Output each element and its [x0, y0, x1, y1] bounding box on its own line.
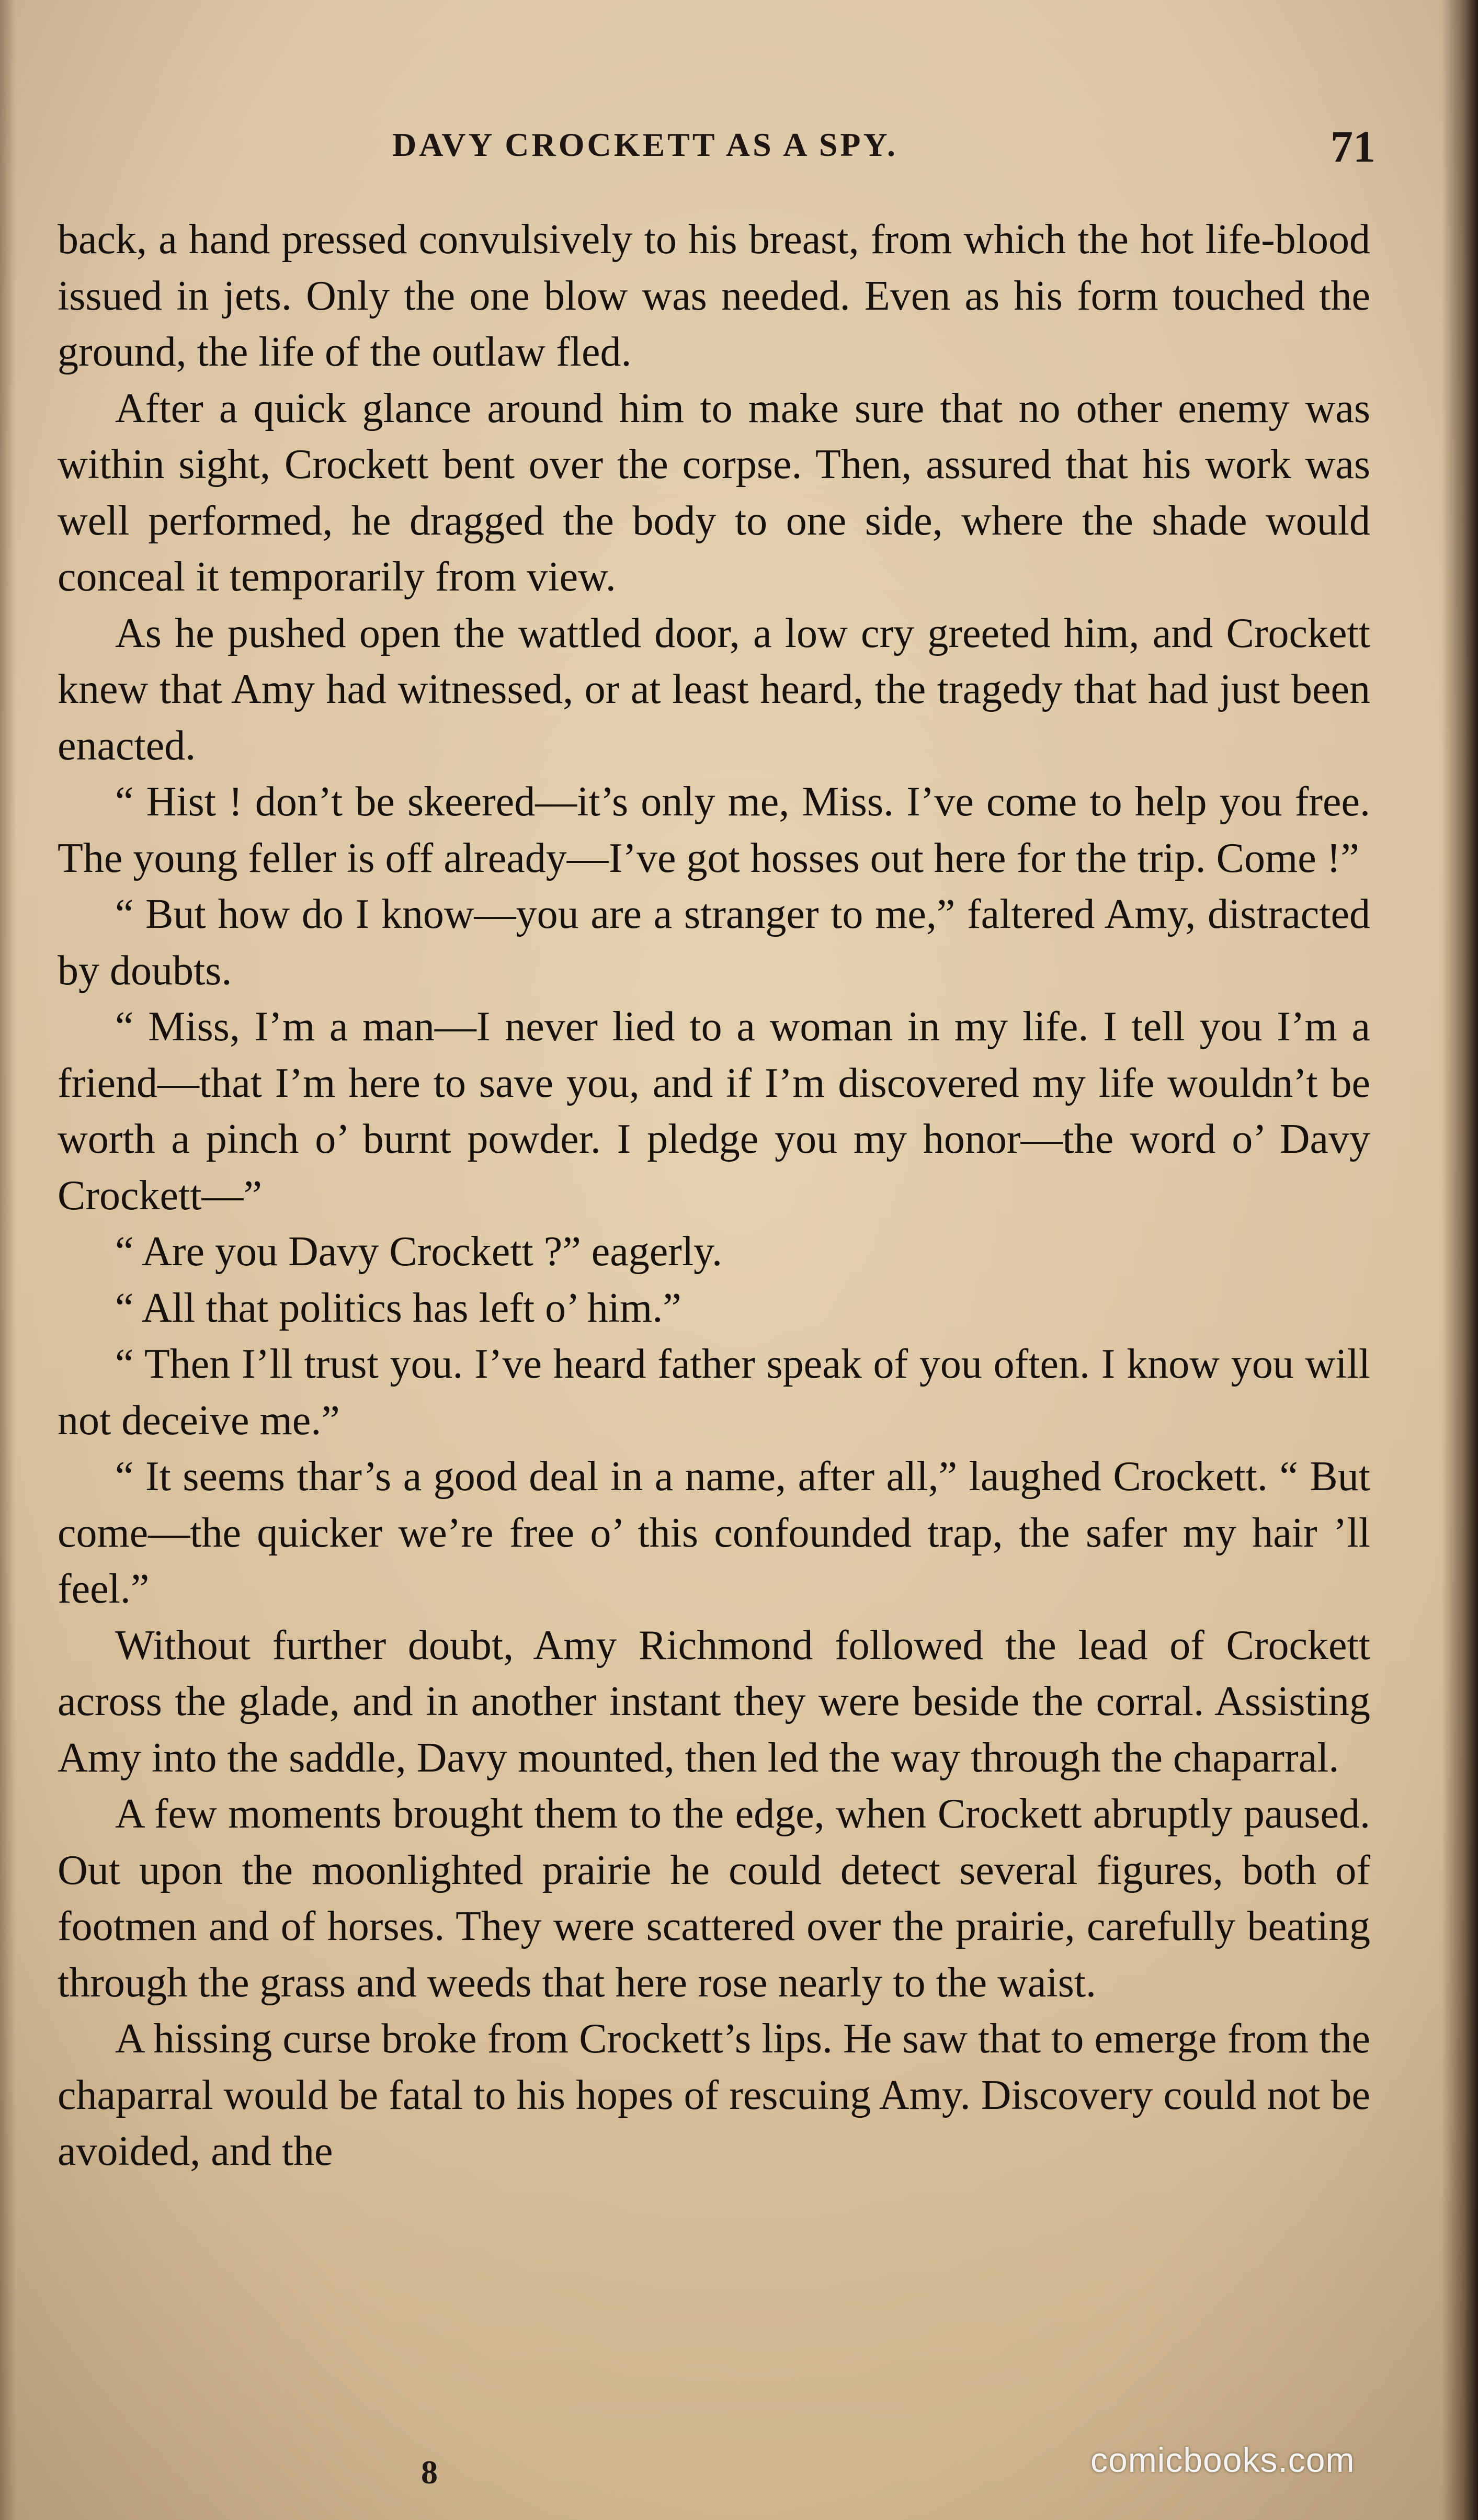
body-text — [58, 212, 1370, 2180]
paragraph: Without further doubt, Amy Richmond followed the lead of Crockett across the glade, and in another instant they were beside the corral. Assisting Amy into the saddle, Davy mounted, then led the way through the chaparral. — [58, 1622, 1370, 1781]
page-number: 71 — [1331, 121, 1375, 172]
page-right-edge-shadow — [1441, 0, 1478, 2520]
paragraph: “ Are you Davy Crockett ?” eagerly. — [115, 1229, 722, 1275]
signature-mark: 8 — [421, 2454, 438, 2491]
paragraph: “ But how do I know—you are a stranger to me,” faltered Amy, distracted by doubts. — [58, 891, 1370, 994]
paragraph: “ Miss, I’m a man—I never lied to a woman in my life. I tell you I’m a friend—that I’m here to save you, and if I’m discovered my life wouldn’t be worth a pinch o’ burnt powder. I pledge you my honor—the word o’ Davy Crockett—” — [58, 1004, 1370, 1219]
paragraph: “ It seems thar’s a good deal in a name, after all,” laughed Crockett. “ But come—the quicker we’re free o’ this confounded trap, the safer my hair ’ll feel.” — [58, 1454, 1370, 1612]
paragraph: As he pushed open the wattled door, a low cry greeted him, and Crockett knew that Amy had witnessed, or at least heard, the tragedy that had just been enacted. — [58, 610, 1370, 769]
running-head: DAVY CROCKETT AS A SPY. — [392, 126, 898, 163]
paragraph: “ All that politics has left o’ him.” — [115, 1285, 681, 1331]
paragraph: “ Hist ! don’t be skeered—it’s only me, Miss. I’ve come to help you free. The young feller is off already—I’ve got hosses out here for the trip. Come !” — [58, 779, 1370, 881]
paragraph: After a quick glance around him to make sure that no other enemy was within sight, Crockett bent over the corpse. Then, assured that his work was well performed, he dragged the body to one side, where the shade would conceal it temporarily from view. — [58, 385, 1370, 600]
paragraph: back, a hand pressed convulsively to his breast, from which the hot life-blood issued in jets. Only the one blow was needed. Even as his form touched the ground, the life of the outlaw fled. — [58, 217, 1370, 375]
watermark: comicbooks.com — [1090, 2440, 1355, 2479]
paragraph: A hissing curse broke from Crockett’s lips. He saw that to emerge from the chaparral would be fatal to his hopes of rescuing Amy. Discovery could not be avoided, and the — [58, 2016, 1370, 2174]
page-left-edge-shadow — [0, 0, 16, 2520]
paragraph: A few moments brought them to the edge, when Crockett abruptly paused. Out upon the moonlighted prairie he could detect several figures, both of footmen and of horses. They were scattered over the prairie, carefully beating through the grass and weeds that here rose nearly to the waist. — [58, 1791, 1370, 2006]
page-header — [58, 121, 1375, 173]
paragraph: “ Then I’ll trust you. I’ve heard father speak of you often. I know you will not deceive me.” — [58, 1341, 1370, 1444]
